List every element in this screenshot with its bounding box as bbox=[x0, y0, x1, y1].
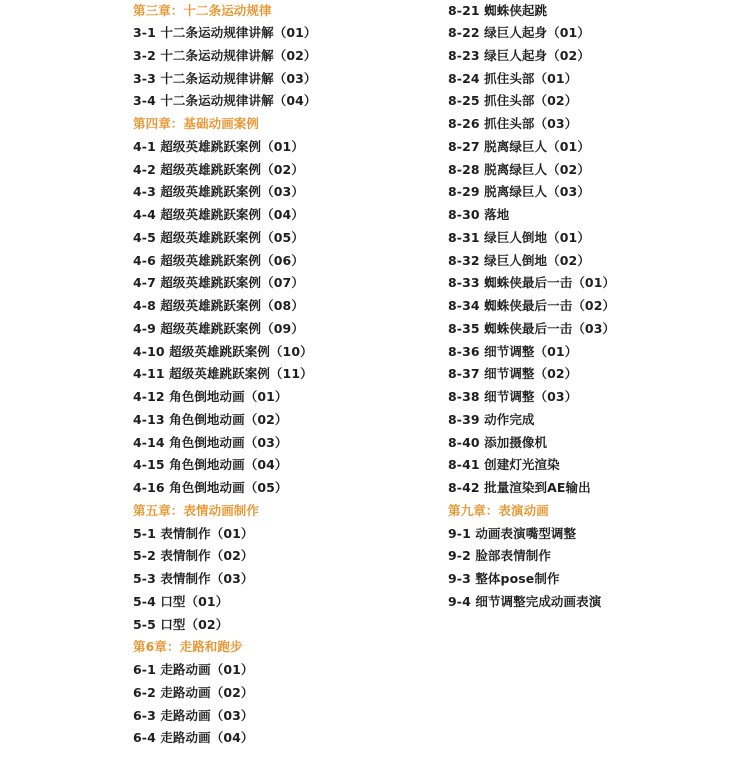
lesson-item: 8-36 细节调整（01） bbox=[448, 343, 578, 359]
lesson-item: 8-29 脱离绿巨人（03） bbox=[448, 184, 590, 200]
chapter-heading: 第6章：走路和跑步 bbox=[133, 639, 243, 655]
lesson-item: 8-37 细节调整（02） bbox=[448, 366, 578, 382]
lesson-item: 9-2 脸部表情制作 bbox=[448, 548, 551, 564]
lesson-item: 8-33 蜘蛛侠最后一击（01） bbox=[448, 275, 616, 291]
lesson-item: 8-38 细节调整（03） bbox=[448, 389, 578, 404]
lesson-item: 8-31 绿巨人倒地（01） bbox=[448, 229, 590, 245]
lesson-item: 8-22 绿巨人起身（01） bbox=[448, 25, 590, 40]
lesson-item: 9-3 整体pose制作 bbox=[448, 571, 560, 586]
lesson-item: 4-11 超级英雄跳跃案例（11） bbox=[133, 366, 313, 382]
lesson-item: 6-1 走路动画（01） bbox=[133, 662, 254, 677]
lesson-item: 4-7 超级英雄跳跃案例（07） bbox=[133, 275, 304, 291]
lesson-item: 4-4 超级英雄跳跃案例（04） bbox=[133, 207, 304, 222]
chapter-heading: 第三章：十二条运动规律 bbox=[133, 3, 272, 18]
lesson-item: 8-39 动作完成 bbox=[448, 411, 535, 427]
lesson-item: 3-2 十二条运动规律讲解（02） bbox=[133, 47, 317, 63]
lesson-item: 5-2 表情制作（02） bbox=[133, 548, 254, 564]
left-column-list bbox=[133, 0, 317, 750]
lesson-item: 5-5 口型（02） bbox=[133, 616, 229, 632]
lesson-item: 6-4 走路动画（04） bbox=[133, 730, 254, 746]
lesson-item: 4-5 超级英雄跳跃案例（05） bbox=[133, 229, 304, 245]
lesson-item: 6-2 走路动画（02） bbox=[133, 684, 254, 700]
lesson-item: 4-10 超级英雄跳跃案例（10） bbox=[133, 343, 313, 359]
lesson-item: 4-16 角色倒地动画（05） bbox=[133, 480, 288, 495]
lesson-item: 4-2 超级英雄跳跃案例（02） bbox=[133, 161, 304, 177]
lesson-item: 3-1 十二条运动规律讲解（01） bbox=[133, 25, 317, 40]
lesson-item: 4-8 超级英雄跳跃案例（08） bbox=[133, 298, 304, 313]
lesson-item: 8-21 蜘蛛侠起跳 bbox=[448, 3, 548, 18]
lesson-item: 4-15 角色倒地动画（04） bbox=[133, 457, 288, 473]
chapter-heading: 第四章：基础动画案例 bbox=[133, 116, 260, 131]
lesson-item: 9-1 动画表演嘴型调整 bbox=[448, 525, 577, 541]
lesson-item: 5-4 口型（01） bbox=[133, 593, 229, 609]
lesson-item: 8-41 创建灯光渲染 bbox=[448, 457, 560, 473]
lesson-item: 8-35 蜘蛛侠最后一击（03） bbox=[448, 320, 616, 336]
lesson-item: 4-13 角色倒地动画（02） bbox=[133, 411, 288, 427]
lesson-item: 8-25 抓住头部（02） bbox=[448, 93, 578, 109]
lesson-item: 5-1 表情制作（01） bbox=[133, 525, 254, 541]
lesson-item: 8-42 批量渲染到AE输出 bbox=[448, 480, 591, 495]
lesson-item: 3-4 十二条运动规律讲解（04） bbox=[133, 93, 317, 109]
lesson-item: 8-34 蜘蛛侠最后一击（02） bbox=[448, 298, 616, 313]
lesson-item: 4-3 超级英雄跳跃案例（03） bbox=[133, 184, 304, 200]
lesson-item: 8-28 脱离绿巨人（02） bbox=[448, 161, 590, 177]
lesson-item: 8-27 脱离绿巨人（01） bbox=[448, 138, 590, 154]
right-column-list bbox=[448, 0, 615, 614]
lesson-item: 5-3 表情制作（03） bbox=[133, 571, 254, 586]
lesson-item: 4-12 角色倒地动画（01） bbox=[133, 389, 288, 404]
lesson-item: 4-14 角色倒地动画（03） bbox=[133, 434, 288, 450]
chapter-heading: 第五章：表情动画制作 bbox=[133, 502, 260, 518]
lesson-item: 6-3 走路动画（03） bbox=[133, 707, 254, 723]
lesson-item: 8-23 绿巨人起身（02） bbox=[448, 47, 590, 63]
lesson-item: 8-26 抓住头部（03） bbox=[448, 116, 578, 131]
lesson-item: 9-4 细节调整完成动画表演 bbox=[448, 593, 602, 609]
lesson-item: 8-32 绿巨人倒地（02） bbox=[448, 252, 590, 268]
lesson-item: 8-24 抓住头部（01） bbox=[448, 70, 578, 86]
lesson-item: 8-30 落地 bbox=[448, 207, 510, 222]
lesson-item: 3-3 十二条运动规律讲解（03） bbox=[133, 70, 317, 86]
lesson-item: 4-6 超级英雄跳跃案例（06） bbox=[133, 252, 304, 268]
lesson-item: 8-40 添加摄像机 bbox=[448, 434, 548, 450]
chapter-heading: 第九章：表演动画 bbox=[448, 502, 549, 518]
lesson-item: 4-9 超级英雄跳跃案例（09） bbox=[133, 320, 304, 336]
lesson-item: 4-1 超级英雄跳跃案例（01） bbox=[133, 138, 304, 154]
